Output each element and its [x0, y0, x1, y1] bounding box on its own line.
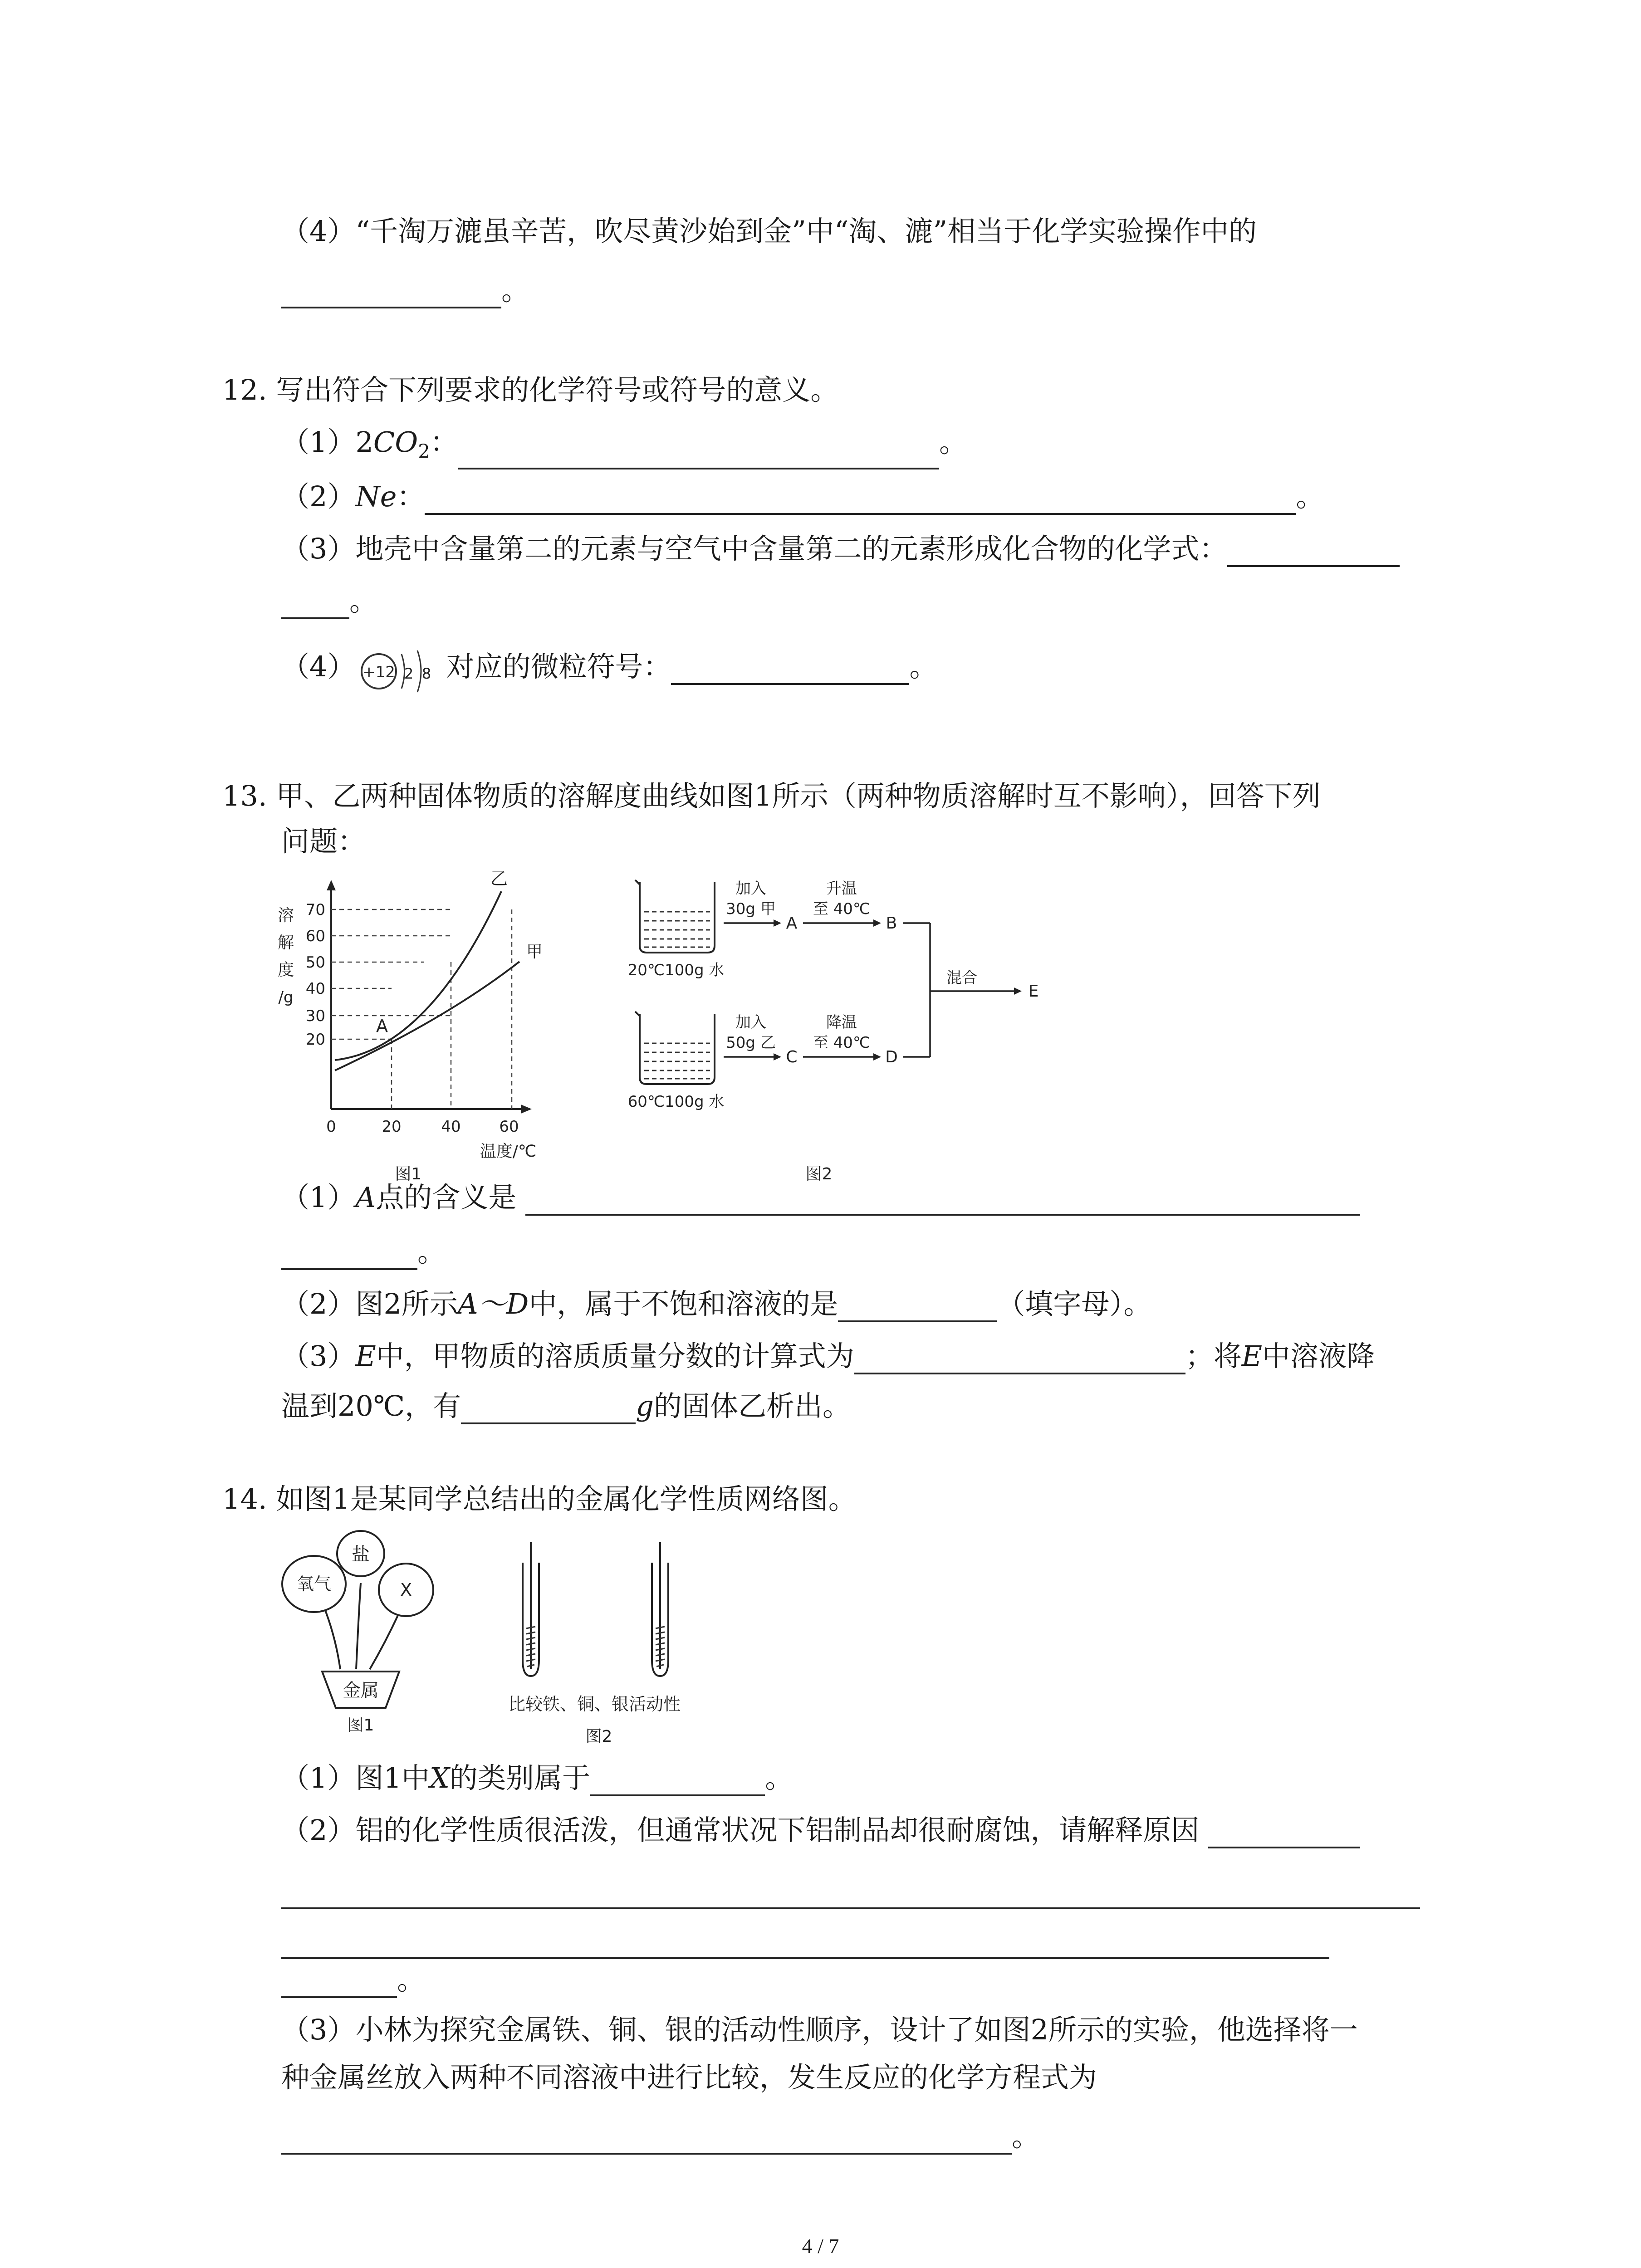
q12-part2: （2）Ne： 。 — [281, 479, 1324, 515]
node-c: C — [786, 1048, 798, 1066]
answer-blank[interactable] — [671, 654, 909, 685]
ion-shell1-count: 2 — [404, 665, 414, 682]
q13-part3: （3）E中，甲物质的溶质质量分数的计算式为 ；将E中溶液降 — [281, 1338, 1375, 1374]
ion-structure-diagram — [358, 644, 449, 699]
test-tube-2 — [652, 1542, 668, 1676]
x-tick-0: 0 — [326, 1118, 336, 1136]
q11-part4-text: （4）“千淘万漉虽辛苦，吹尽黄沙始到金”中“淘、漉”相当于化学实验操作中的 — [281, 215, 1257, 248]
y-tick-30: 30 — [305, 1007, 325, 1025]
answer-line[interactable] — [281, 1957, 1329, 1959]
y-tick-40: 40 — [305, 980, 325, 998]
answer-blank[interactable] — [281, 588, 349, 619]
ion-shell2-count: 8 — [421, 665, 431, 682]
curve-label-jia: 甲 — [526, 943, 543, 961]
x-tick-20: 20 — [382, 1118, 402, 1136]
answer-blank[interactable] — [1208, 1818, 1360, 1848]
cool-label: 降温 — [826, 1013, 857, 1031]
figure-caption: 图1 — [395, 1165, 422, 1183]
page-number: 4 / 7 — [802, 2234, 839, 2258]
heat-temp: 至 40℃ — [813, 900, 871, 918]
answer-blank[interactable] — [281, 2124, 1012, 2155]
ion-nucleus-label: +12 — [362, 663, 395, 681]
q13-stem: 13. 甲、乙两种固体物质的溶解度曲线如图1所示（两种物质溶解时互不影响），回答下列 — [222, 779, 1321, 812]
q14-part3-answer: 。 — [281, 2118, 1040, 2155]
answer-blank[interactable] — [590, 1765, 765, 1796]
q14-part3: （3）小林为探究金属铁、铜、银的活动性顺序，设计了如图2所示的实验，他选择将一 — [281, 2013, 1358, 2046]
heat-label: 升温 — [826, 880, 857, 898]
figure-caption: 图2 — [585, 1727, 612, 1746]
beaker-1 — [635, 880, 715, 953]
q14-part2-continued: 。 — [281, 1962, 425, 1998]
y-tick-50: 50 — [305, 953, 325, 972]
y-axis-label-2: 解 — [277, 934, 294, 952]
answer-blank[interactable] — [525, 1185, 1360, 1216]
node-b: B — [886, 914, 897, 933]
y-axis-label-3: 度 — [277, 961, 294, 979]
x-tick-40: 40 — [441, 1118, 461, 1136]
q12-part3-continued: 。 — [281, 583, 377, 619]
beaker-2-label: 60℃100g 水 — [627, 1093, 725, 1111]
answer-line[interactable] — [281, 1907, 1420, 1909]
y-tick-60: 60 — [305, 927, 325, 945]
q13-stem-continued: 问题： — [281, 825, 366, 858]
q11-part4-answer-line: 。 — [281, 272, 529, 308]
experiment-label: 比较铁、铜、银活动性 — [508, 1694, 681, 1714]
y-axis-label-1: 溶 — [277, 906, 294, 925]
q14-part2: （2）铝的化学性质很活泼，但通常状况下铝制品却很耐腐蚀，请解释原因 — [281, 1812, 1360, 1848]
oxygen-label: 氧气 — [296, 1574, 332, 1594]
q12-part3: （3）地壳中含量第二的元素与空气中含量第二的元素形成化合物的化学式： — [281, 531, 1400, 567]
add-amount-1: 30g 甲 — [726, 900, 776, 918]
add-label-2: 加入 — [735, 1013, 766, 1031]
curve-yi — [335, 891, 501, 1060]
answer-blank[interactable] — [854, 1344, 1185, 1374]
solubility-curve-figure — [272, 864, 554, 1182]
answer-blank[interactable] — [838, 1291, 997, 1322]
answer-blank[interactable] — [425, 484, 1296, 515]
answer-blank[interactable] — [281, 1239, 417, 1270]
node-e: E — [1028, 982, 1039, 1001]
test-tube-figure — [490, 1529, 744, 1755]
beaker-1-label: 20℃100g 水 — [627, 961, 725, 979]
q13-part1: （1）A点的含义是 — [281, 1179, 1360, 1216]
test-tube-1 — [523, 1542, 539, 1676]
x-tick-60: 60 — [499, 1118, 519, 1136]
y-tick-20: 20 — [305, 1031, 325, 1049]
add-amount-2: 50g 乙 — [726, 1034, 776, 1052]
figure-caption: 图2 — [805, 1165, 833, 1183]
beaker-2 — [635, 1012, 715, 1084]
node-d: D — [885, 1048, 898, 1066]
figure-caption: 图1 — [347, 1716, 374, 1735]
x-label: X — [400, 1580, 412, 1600]
q12-part1: $(1)2CO_2$： 。 — [281, 424, 967, 469]
q13-part3-continued: 温到20℃，有 g的固体乙析出。 — [281, 1388, 851, 1424]
q13-part2: （2）图2所示A～D中，属于不饱和溶液的是 （填字母）。 — [281, 1286, 1151, 1322]
answer-blank[interactable] — [1227, 536, 1400, 567]
process-flow-figure — [617, 864, 1071, 1182]
answer-blank[interactable] — [281, 278, 501, 308]
q13-part1-continued: 。 — [281, 1234, 446, 1270]
q14-part3-line2: 种金属丝放入两种不同溶液中进行比较，发生反应的化学方程式为 — [281, 2061, 1097, 2094]
curve-label-yi: 乙 — [490, 869, 508, 889]
cool-temp: 至 40℃ — [813, 1034, 871, 1052]
q12-part4: （4） 对应的微粒符号： 。 — [281, 649, 937, 685]
point-label-a: A — [376, 1016, 388, 1036]
answer-blank[interactable] — [281, 1967, 397, 1998]
q14-stem: 14. 如图1是某同学总结出的金属化学性质网络图。 — [222, 1482, 857, 1515]
y-tick-70: 70 — [305, 901, 325, 919]
answer-blank[interactable] — [458, 439, 939, 469]
metal-network-figure — [277, 1529, 467, 1755]
q12-stem: 12. 写出符合下列要求的化学符号或符号的意义。 — [222, 373, 839, 406]
answer-blank[interactable] — [461, 1393, 636, 1424]
mix-label: 混合 — [946, 969, 977, 987]
x-axis-label: 温度/℃ — [480, 1142, 537, 1161]
y-axis-label-4: /g — [278, 988, 294, 1007]
node-a: A — [786, 914, 798, 933]
metal-label: 金属 — [343, 1680, 379, 1701]
q14-part1: （1）图1中X的类别属于 。 — [281, 1760, 793, 1796]
add-label-1: 加入 — [735, 880, 766, 898]
salt-label: 盐 — [352, 1544, 370, 1565]
